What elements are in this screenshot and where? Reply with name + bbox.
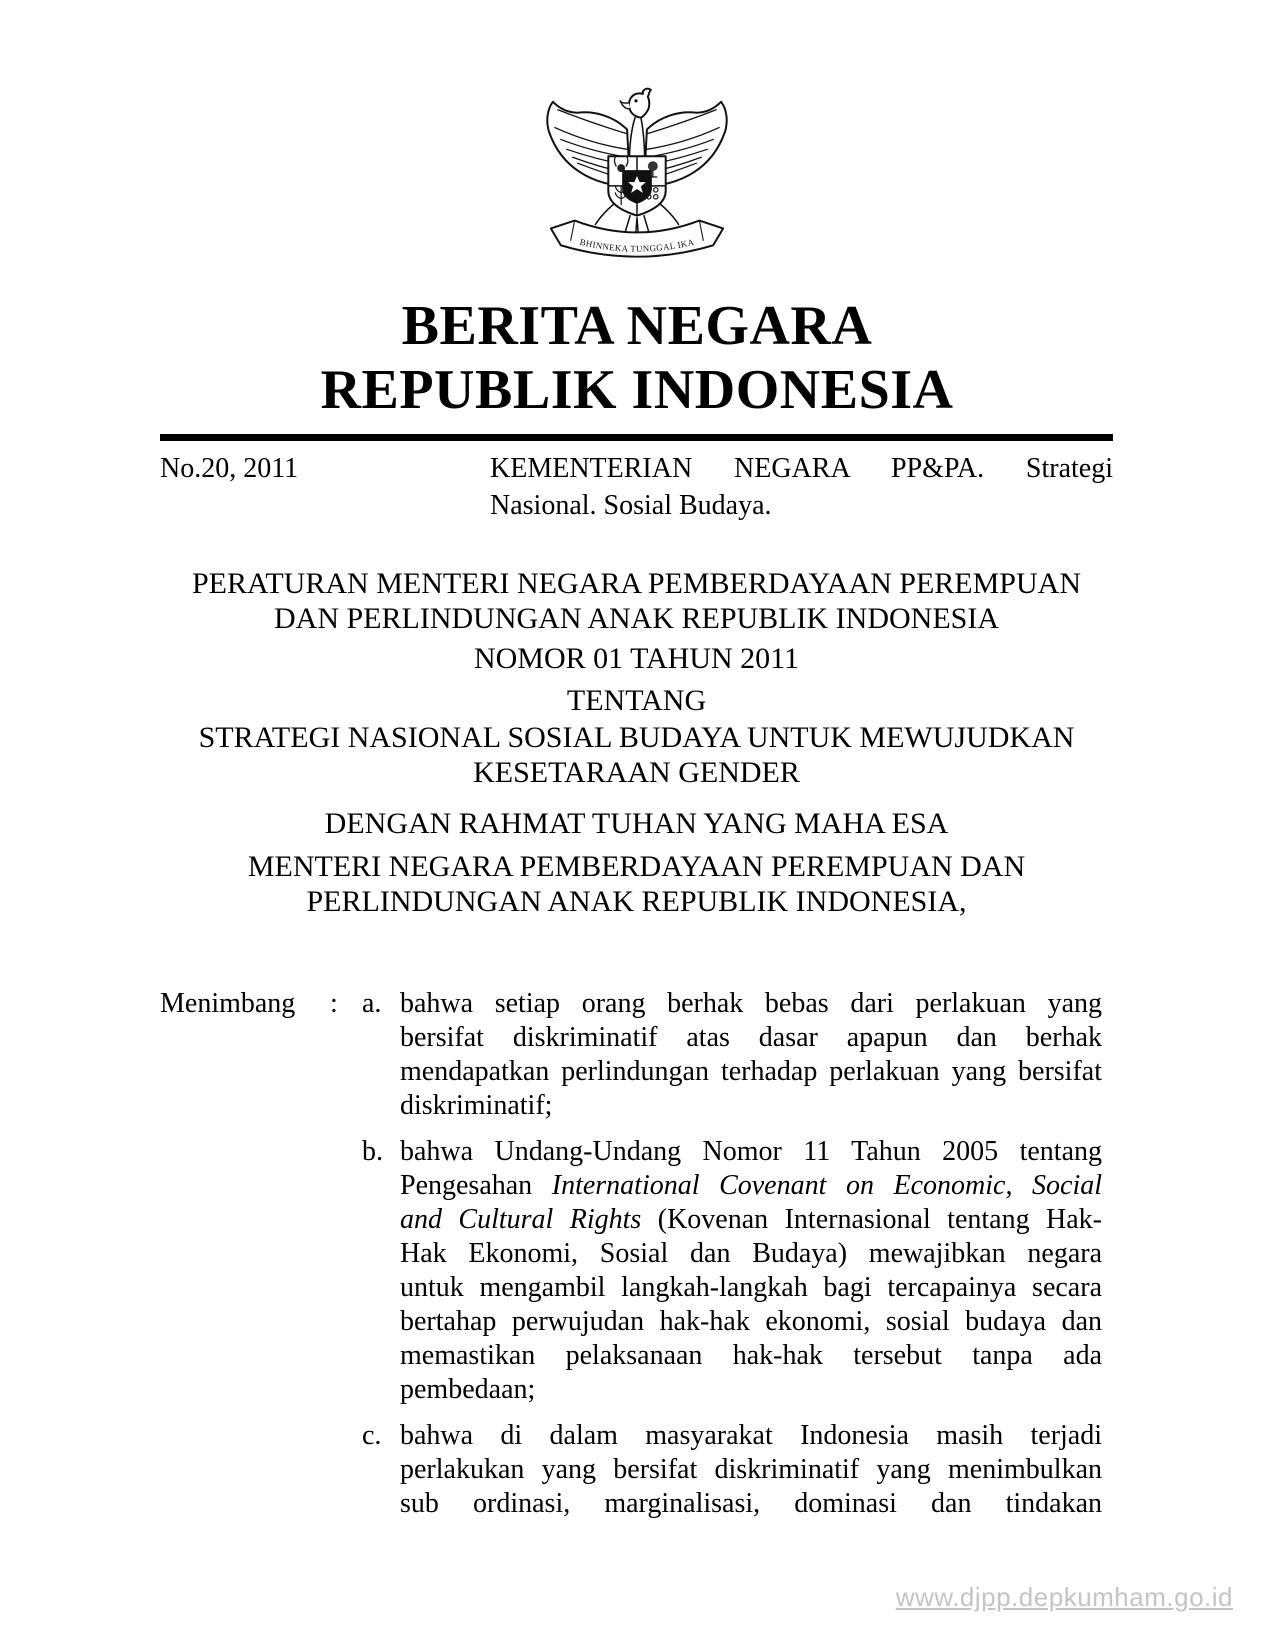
item-a-marker: a. — [362, 988, 382, 1019]
gazette-number: No.20, 2011 — [160, 453, 299, 484]
invocation-block — [160, 806, 1113, 919]
decree-title-line2: DAN PERLINDUNGAN ANAK REPUBLIK INDONESIA — [274, 602, 999, 635]
body-line: perlakukan yang bersifat diskriminatif yang menimbulkan — [400, 1454, 1102, 1485]
footer-watermark: www.djpp.depkumham.go.id — [895, 1582, 1233, 1612]
body-line: untuk mengambil langkah-langkah bagi tercapainya secara — [400, 1272, 1102, 1303]
masthead-divider-rule — [160, 434, 1113, 441]
invocation-line2: MENTERI NEGARA PEMBERDAYAAN PEREMPUAN DAN — [247, 850, 1026, 883]
body-line: bahwa di dalam masyarakat Indonesia masih terjadi — [400, 1420, 1102, 1451]
garuda-pancasila-emblem — [538, 84, 736, 274]
decree-subject-line2: KESETARAAN GENDER — [473, 756, 800, 789]
considering-item-a — [362, 987, 1113, 1123]
item-b-marker: b. — [362, 1136, 383, 1167]
item-c-text — [400, 1419, 1102, 1521]
body-line: bertahap perwujudan hak-hak ekonomi, sosial budaya dan — [400, 1306, 1102, 1337]
considering-item-b — [362, 1135, 1113, 1407]
body-line: memastikan pelaksanaan hak-hak tersebut tanpa ada — [400, 1340, 1102, 1371]
body-line: bersifat diskriminatif atas dasar apapun dan berhak — [400, 1022, 1102, 1053]
body-line-plain: Pengesahan — [400, 1170, 552, 1201]
decree-title-line1: PERATURAN MENTERI NEGARA PEMBERDAYAAN PEREMPUAN — [192, 567, 1081, 600]
invocation-line1: DENGAN RAHMAT TUHAN YANG MAHA ESA — [324, 807, 949, 840]
item-a-text — [400, 987, 1102, 1123]
considering-items — [362, 987, 1113, 1521]
emblem-motto: BHINNEKA TUNGGAL IKA — [578, 236, 696, 254]
masthead-title-line1: BERITA NEGARA — [401, 295, 873, 357]
body-line: mendapatkan perlindungan terhadap perlakuan yang bersifat — [400, 1056, 1102, 1087]
body-line-italic: International Covenant on Economic, Social — [551, 1170, 1102, 1201]
body-line: bahwa Undang-Undang Nomor 11 Tahun 2005 tentang — [400, 1136, 1102, 1167]
body-line: pembedaan; — [400, 1374, 536, 1405]
item-c-marker: c. — [362, 1420, 382, 1451]
invocation-line3: PERLINDUNGAN ANAK REPUBLIK INDONESIA, — [306, 885, 967, 918]
body-line-italic: and Cultural Rights — [400, 1204, 642, 1235]
considering-section — [160, 987, 1113, 1521]
gazette-subject-line1: KEMENTERIAN NEGARA PP&PA. Strategi — [490, 453, 1113, 484]
considering-label: Menimbang — [160, 988, 296, 1019]
decree-title-block — [160, 566, 1113, 790]
decree-tentang-line: TENTANG — [566, 684, 707, 717]
item-b-text — [400, 1135, 1102, 1407]
body-line: diskriminatif; — [400, 1090, 553, 1121]
masthead — [131, 294, 1143, 422]
body-line: sub ordinasi, marginalisasi, dominasi dan tindakan — [400, 1488, 1102, 1519]
body-line — [400, 1203, 1102, 1237]
body-line-plain: (Kovenan Internasional tentang Hak- — [641, 1204, 1102, 1235]
decree-number-line: NOMOR 01 TAHUN 2011 — [473, 642, 800, 675]
gazette-subject-line2: Nasional. Sosial Budaya. — [490, 490, 772, 521]
considering-item-c — [362, 1419, 1113, 1521]
gazette-subject — [490, 450, 1113, 524]
considering-colon: : — [330, 988, 338, 1019]
decree-subject-line1: STRATEGI NASIONAL SOSIAL BUDAYA UNTUK MEWUJUDKAN — [198, 721, 1075, 754]
body-line — [400, 1169, 1102, 1203]
gazette-header-row — [160, 450, 1113, 524]
body-line: Hak Ekonomi, Sosial dan Budaya) mewajibkan negara — [400, 1238, 1102, 1269]
body-line: bahwa setiap orang berhak bebas dari perlakuan yang — [400, 988, 1102, 1019]
masthead-title-line2: REPUBLIK INDONESIA — [320, 359, 954, 421]
